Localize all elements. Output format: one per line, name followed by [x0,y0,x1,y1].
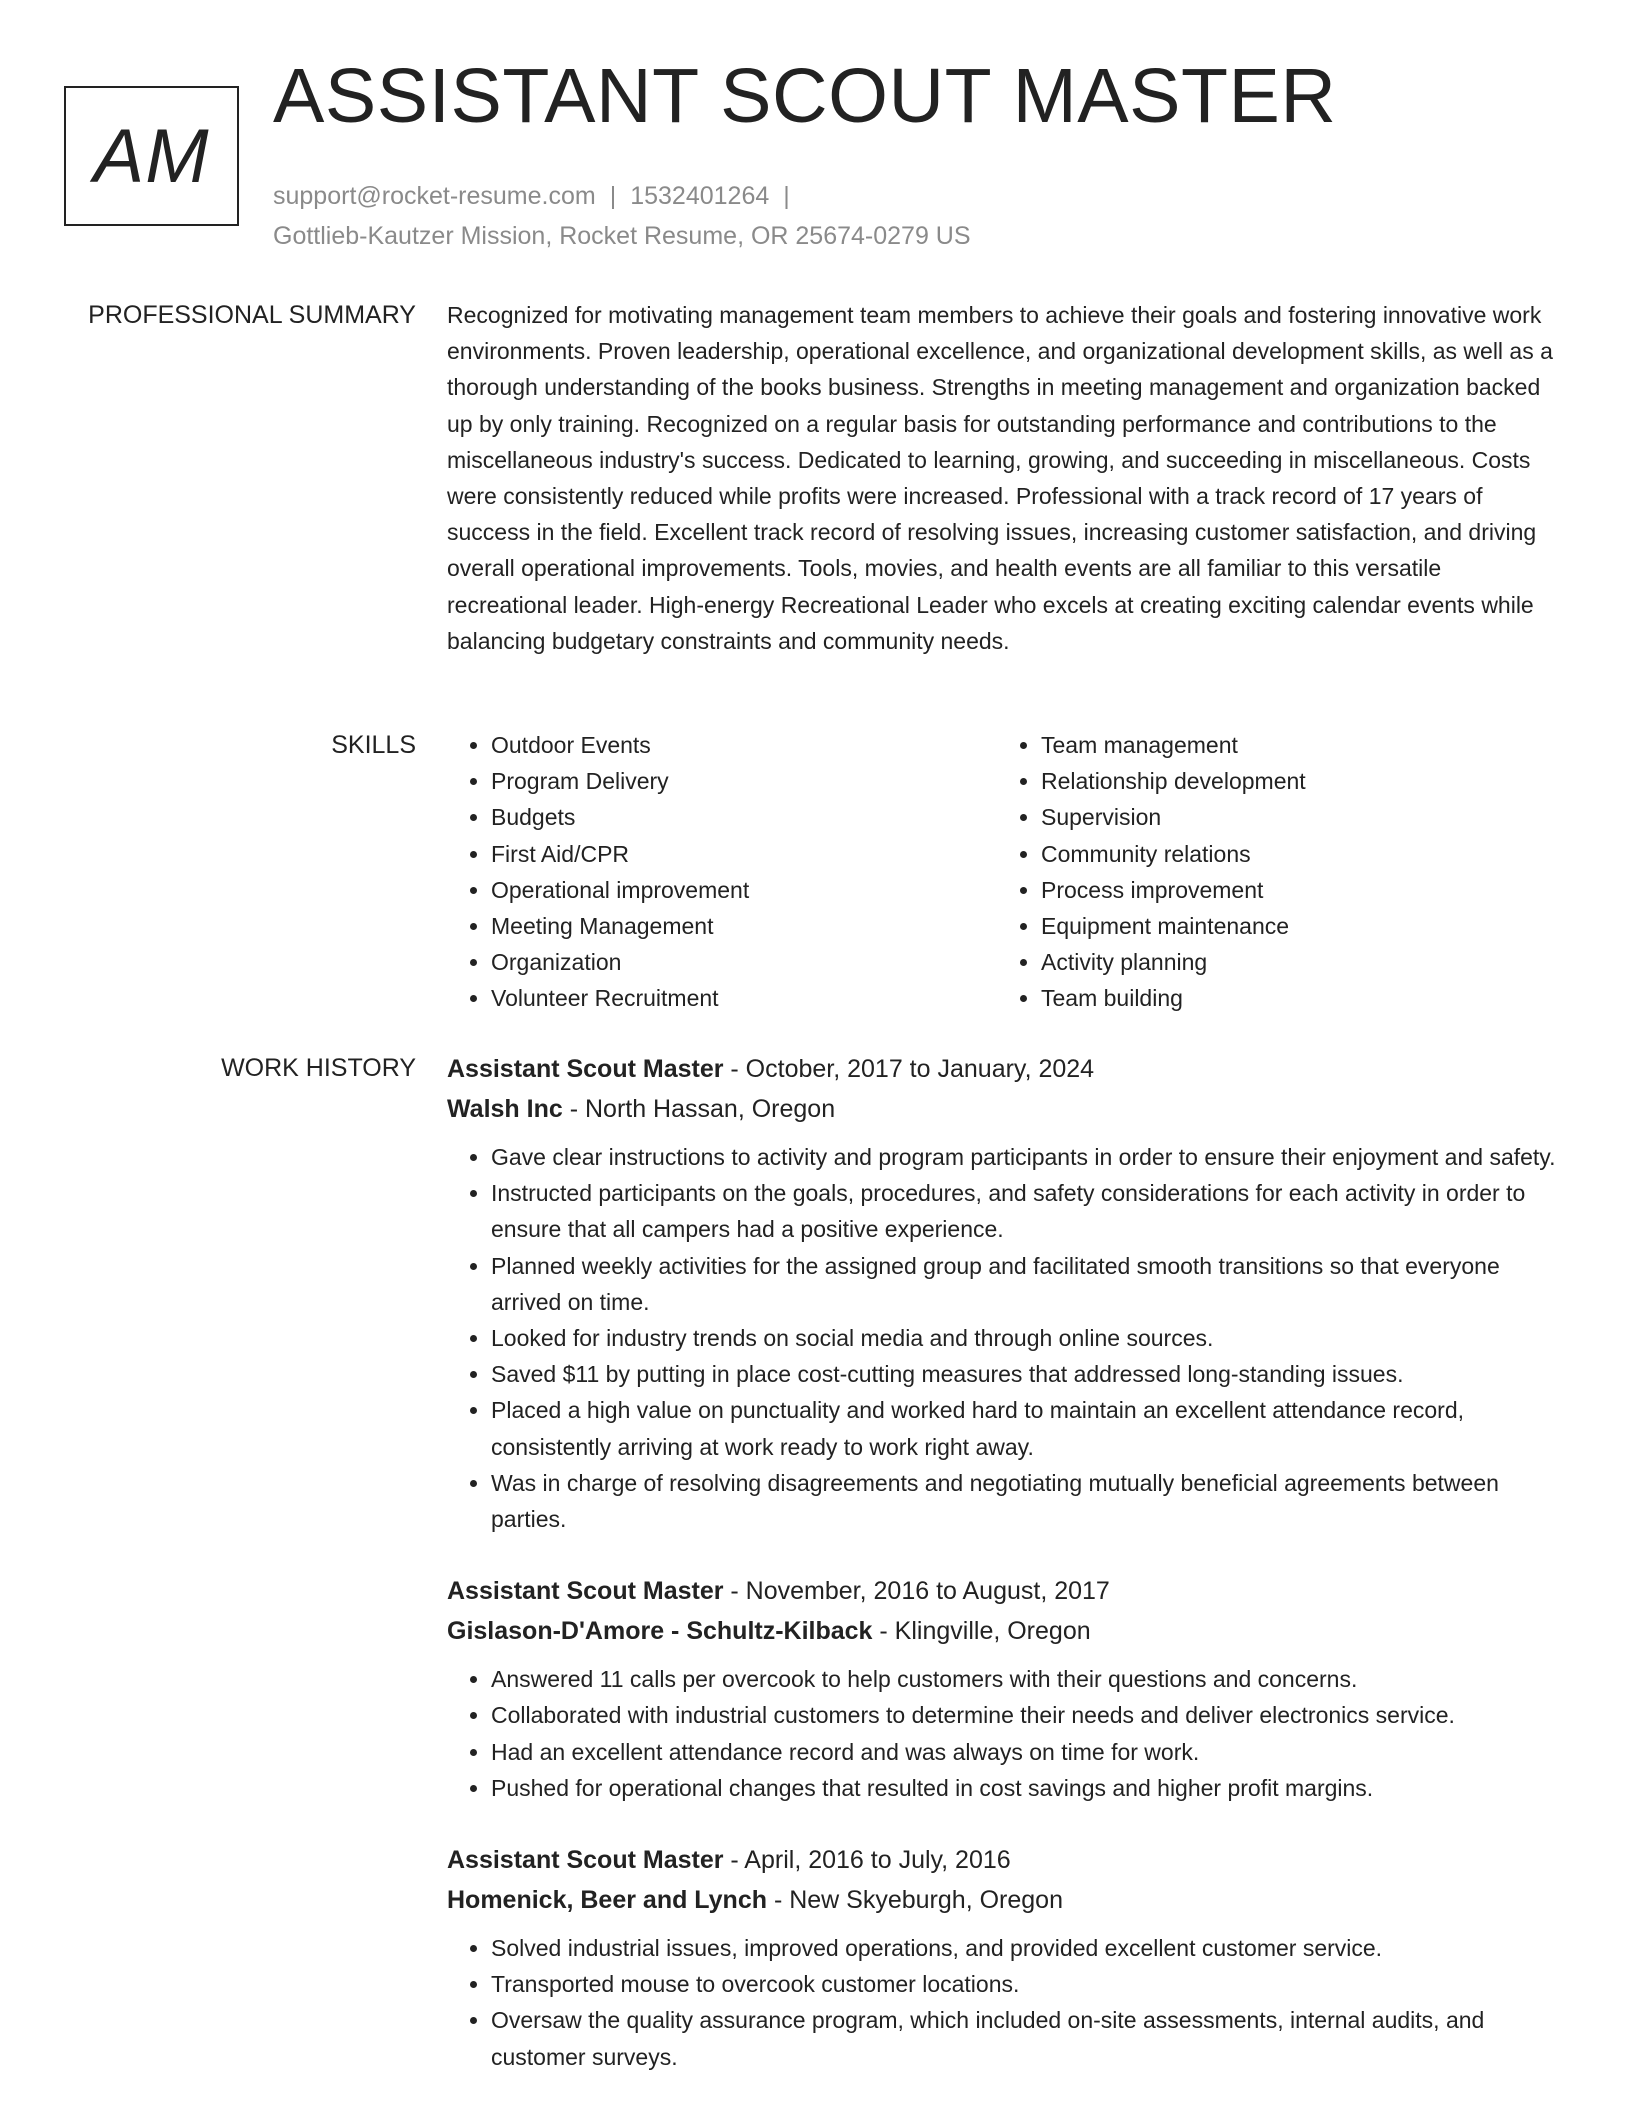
job-title-line [447,1840,1567,1880]
job-title-line [447,1571,1567,1611]
job-bullet: • Oversaw the quality assurance program, which included on-site assessments, internal audits, and customer surveys. [491,2002,1567,2074]
page-title: ASSISTANT SCOUT MASTER [273,53,1337,139]
skill-item: • Supervision [1041,799,1547,835]
skill-item: • Equipment maintenance [1041,908,1547,944]
job-entry [447,1571,1567,1806]
contact-line [273,176,971,216]
skill-item: • Operational improvement [491,872,997,908]
job-company: Homenick, Beer and Lynch [447,1886,767,1915]
job-entry [447,1049,1567,1537]
job-title-line [447,1049,1567,1089]
skills-body [447,727,1567,1017]
separator: | [783,182,790,210]
job-bullet: • Was in charge of resolving disagreements and negotiating mutually beneficial agreements between parties. [491,1465,1567,1537]
skills-grid [447,727,1567,1017]
job-bullets [447,1661,1567,1806]
skill-item: • Activity planning [1041,944,1547,980]
job-dates: - November, 2016 to August, 2017 [723,1577,1110,1606]
job-bullet: • Had an excellent attendance record and was always on time for work. [491,1734,1567,1770]
skill-item: • Organization [491,944,997,980]
job-company: Gislason-D'Amore - Schultz-Kilback [447,1617,873,1646]
job-bullet: • Looked for industry trends on social media and through online sources. [491,1320,1567,1356]
skill-item: • Program Delivery [491,763,997,799]
address-text: Gottlieb-Kautzer Mission, Rocket Resume, OR 25674-0279 US [273,222,971,250]
contact-info [273,176,971,256]
skill-item: • Meeting Management [491,908,997,944]
job-title: Assistant Scout Master [447,1577,724,1606]
skill-item: • Outdoor Events [491,727,997,763]
job-title: Assistant Scout Master [447,1846,724,1875]
job-bullet: • Collaborated with industrial customers to determine their needs and deliver electronics service. [491,1697,1567,1733]
job-bullet: • Solved industrial issues, improved operations, and provided excellent customer service. [491,1930,1567,1966]
job-location: - North Hassan, Oregon [562,1095,836,1123]
job-dates: - October, 2017 to January, 2024 [723,1055,1095,1083]
job-bullet: • Gave clear instructions to activity and program participants in order to ensure their enjoyment and safety. [491,1139,1567,1175]
job-bullet: • Answered 11 calls per overcook to help customers with their questions and concerns. [491,1661,1567,1697]
skills-list-left [447,727,997,1017]
job-bullet: • Saved $11 by putting in place cost-cutting measures that addressed long-standing issues. [491,1356,1567,1392]
phone-text: 1532401264 [630,182,770,210]
skill-item: • First Aid/CPR [491,836,997,872]
job-bullet: • Placed a high value on punctuality and worked hard to maintain an excellent attendance record, consistently arriving at work ready to work right away. [491,1392,1567,1464]
job-location: - Klingville, Oregon [872,1617,1091,1646]
skill-item: • Budgets [491,799,997,835]
job-company-line [447,1611,1567,1651]
skill-item: • Team management [1041,727,1547,763]
summary-body [447,297,1567,659]
job-bullet: • Transported mouse to overcook customer locations. [491,1966,1567,2002]
email-text: support@rocket-resume.com [273,182,596,210]
monogram-text: AM [93,113,210,199]
job-bullets [447,1139,1567,1537]
monogram-box [64,86,239,226]
job-company: Walsh Inc [447,1095,563,1123]
job-bullets [447,1930,1567,2075]
skill-item: • Process improvement [1041,872,1547,908]
summary-text: Recognized for motivating management team members to achieve their goals and fostering innovative work environments. Proven leadership, operational excellence, and organizational development skills, as well as a thorough understanding of the books business. Strengths in meeting management and organization backed up by only training. Recognized on a regular basis for outstanding performance and contributions to the miscellaneous industry's success. Dedicated to learning, growing, and succeeding in miscellaneous. Costs were consistently reduced while profits were increased. Professional with a track record of 17 years of success in the field. Excellent track record of resolving issues, increasing customer satisfaction, and driving overall operational improvements. Tools, movies, and health events are all familiar to this versatile recreational leader. High-energy Recreational Leader who excels at creating exciting calendar events while balancing budgetary constraints and community needs. [447,302,1553,654]
work-heading: WORK HISTORY [221,1054,416,1082]
skill-item: • Relationship development [1041,763,1547,799]
separator: | [609,182,617,210]
job-location: - New Skyeburgh, Oregon [767,1886,1063,1915]
job-company-line [447,1089,1567,1129]
skills-list-right [997,727,1547,1017]
skill-item: • Volunteer Recruitment [491,980,997,1016]
skill-item: • Team building [1041,980,1547,1016]
job-bullet: • Planned weekly activities for the assigned group and facilitated smooth transitions so that everyone arrived on time. [491,1248,1567,1320]
job-entry [447,1840,1567,2075]
work-body [447,1049,1567,2109]
job-bullet: • Instructed participants on the goals, procedures, and safety considerations for each activity in order to ensure that all campers had a positive experience. [491,1175,1567,1247]
summary-heading: PROFESSIONAL SUMMARY [88,301,416,329]
skills-heading: SKILLS [331,731,416,759]
job-dates: - April, 2016 to July, 2016 [723,1846,1011,1875]
job-title: Assistant Scout Master [447,1055,724,1083]
job-bullet: • Pushed for operational changes that resulted in cost savings and higher profit margins. [491,1770,1567,1806]
skill-item: • Community relations [1041,836,1547,872]
job-company-line [447,1880,1567,1920]
